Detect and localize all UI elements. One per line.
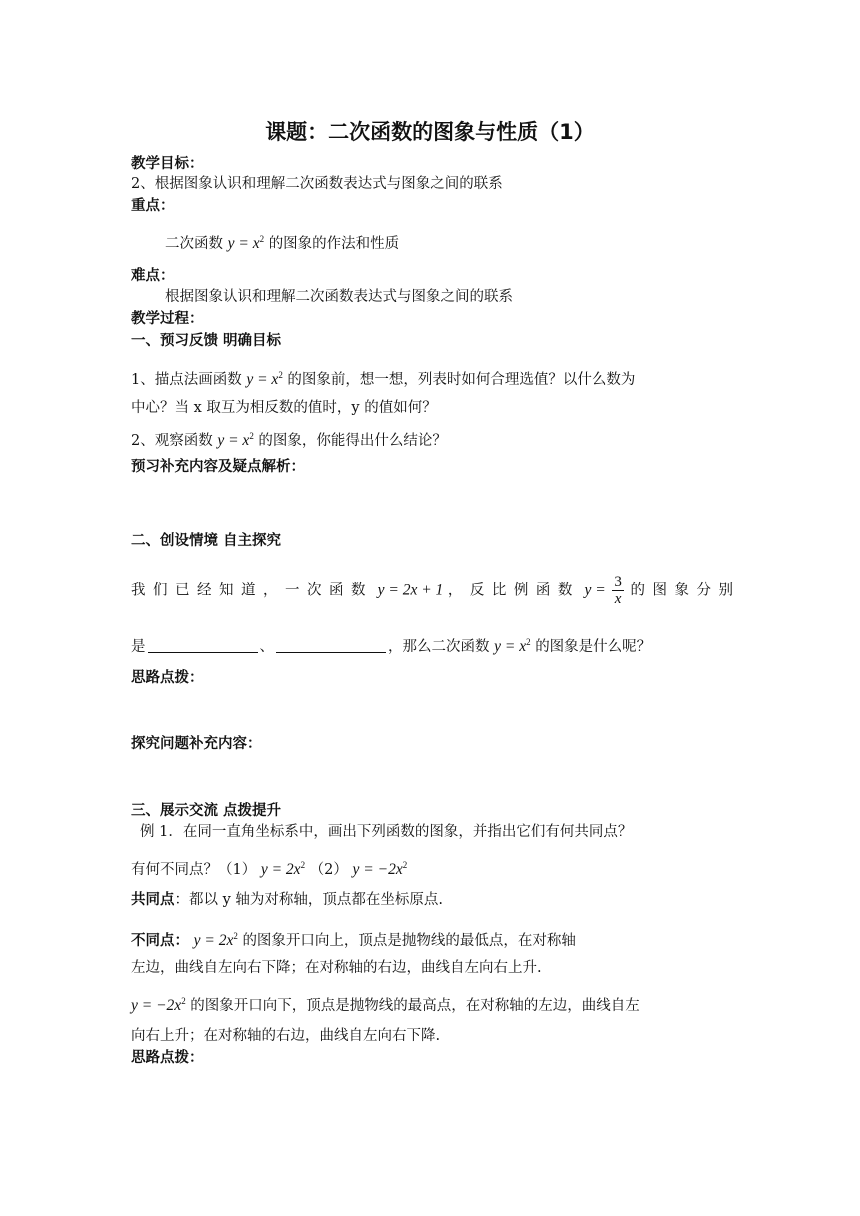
process-heading: 教学过程： <box>131 311 204 327</box>
difficulty-text: 根据图象认识和理解二次函数表达式与图象之间的联系 <box>165 289 513 305</box>
goals-heading: 教学目标： <box>131 156 204 172</box>
common-points: 共同点：都以 y 轴为对称轴，顶点都在坐标原点. <box>131 892 444 908</box>
goals-item: 2、根据图象认识和理解二次函数表达式与图象之间的联系 <box>131 176 503 192</box>
section1-heading: 一、预习反馈 明确目标 <box>131 333 282 349</box>
section1-q2: 2、观察函数 $y = x^2$ 的图象，你能得出什么结论？ <box>131 431 447 449</box>
answer-blank-2[interactable] <box>276 638 386 653</box>
section2-p1: 我们已经知道，一次函数 y = 2x + 1 ，反比例函数 y = $\frac{3}{x}$ 的图象分别 <box>131 574 741 607</box>
difficulty-heading: 难点： <box>131 268 175 284</box>
example1-line1: 例 1．在同一直角坐标系中，画出下列函数的图象，并指出它们有何共同点？ <box>140 824 633 840</box>
section3-heading: 三、展示交流 点拨提升 <box>131 803 282 819</box>
formula-pos: $y = 2x^2$ <box>260 860 306 878</box>
section1-supplement: 预习补充内容及疑点解析： <box>131 459 305 475</box>
formula-neg: $y = -2x^2$ <box>131 996 186 1014</box>
section2-p2: 是 、 ，那么二次函数 $y = x^2$ 的图象是什么呢？ <box>131 637 652 655</box>
section3-hint: 思路点拨： <box>131 1050 204 1066</box>
diff-points-2: 左边，曲线自左向右下降；在对称轴的右边，曲线自左向右上升. <box>131 960 542 976</box>
diff-points-1: 不同点： $y = 2x^2$ 的图象开口向上，顶点是抛物线的最低点，在对称轴 <box>131 931 576 949</box>
answer-blank-1[interactable] <box>148 638 258 653</box>
formula-recip-lhs: y = <box>584 581 606 599</box>
section2-hint: 思路点拨： <box>131 670 204 686</box>
formula-linear: y = 2x + 1 <box>377 581 444 599</box>
example1-line2: 有何不同点？（1） $y = 2x^2$ （2） $y = -2x^2$ <box>131 860 408 878</box>
section2-explore: 探究问题补充内容： <box>131 736 262 752</box>
diff-points-4: 向右上升；在对称轴的右边，曲线自左向右下降. <box>131 1028 441 1044</box>
section2-heading: 二、创设情境 自主探究 <box>131 533 282 549</box>
key-point-heading: 重点： <box>131 198 175 214</box>
formula-y-x2: $y = x^2$ <box>217 431 254 449</box>
formula-y-x2: $y = x^2$ <box>246 370 283 388</box>
section1-q1-cont: 中心？当 x 取互为相反数的值时，y 的值如何？ <box>131 400 437 416</box>
page-title: 课题：二次函数的图象与性质（1） <box>265 120 595 144</box>
formula-y-x2: $y = x^2$ <box>494 637 531 655</box>
formula-pos: $y = 2x^2$ <box>193 931 238 949</box>
key-point-text: 二次函数 $y = x^2$ 的图象的作法和性质 <box>165 234 400 252</box>
section1-q1: 1、描点法画函数 $y = x^2$ 的图象前，想一想，列表时如何合理选值？以什么数为 <box>131 370 636 388</box>
formula-recip-fraction: $\frac{3}{x}$ <box>614 574 622 607</box>
formula-neg: $y = -2x^2$ <box>352 860 408 878</box>
formula-y-x2: $y = x^2$ <box>227 234 265 252</box>
diff-points-3: $y = -2x^2$ 的图象开口向下，顶点是抛物线的最高点，在对称轴的左边，曲线自左 <box>131 996 640 1014</box>
